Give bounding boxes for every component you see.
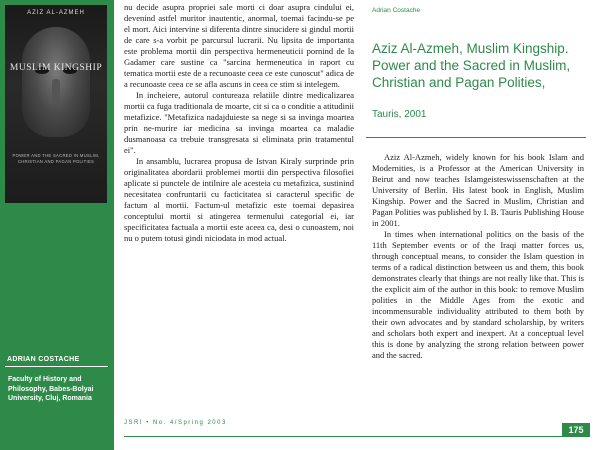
middle-column — [124, 2, 354, 244]
mask-image — [22, 27, 90, 137]
sidebar — [0, 0, 114, 450]
cover-title: MUSLIM KINGSHIP — [9, 63, 103, 73]
title-divider — [366, 137, 586, 138]
cover-author: AZIZ AL-AZMEH — [27, 10, 85, 16]
book-cover-image — [5, 5, 107, 203]
journal-footer: JSRI • No. 4/Spring 2003 — [124, 420, 227, 426]
running-header-author: Adrian Costache — [372, 7, 421, 14]
page-number: 175 — [562, 423, 590, 437]
review-paragraph-1: Aziz Al-Azmeh, widely known for his book Islam and Modernities, is a Professor at the American University in Beirut and now teaches Islamgeisteswissenschaften at the University of Berlin. His latest book in English, Muslim Kingship. Power and the Sacred in Muslim, Christian and Pagan Polities was published by I. B. Tauris Publishing House in 2001. — [372, 152, 584, 228]
sidebar-divider — [5, 366, 108, 367]
middle-paragraph-2: In incheiere, autorul contureaza relatiile dintre medicalizarea mortii ca fuga traditionala de moarte, cit si ca o conditie a atitudinii metafizice. "Metafizica nadajduieste sa nege si sa invinga moartea prin ne-murire iar medicina sa invinga moartea ca maladie dusmanoasa ca trebuie transgresata si eliminata prin tratamentul ei". — [124, 90, 354, 155]
review-body — [372, 152, 584, 361]
sidebar-author: ADRIAN COSTACHE — [7, 356, 80, 363]
footer-divider — [124, 436, 590, 437]
review-publisher: Tauris, 2001 — [372, 109, 427, 120]
cover-subtitle: POWER AND THE SACRED IN MUSLIM, CHRISTIAN AND PAGAN POLITIES — [12, 153, 100, 164]
middle-paragraph-1: nu decide asupra propriei sale morti ci doar asupra cindului ei, devenind astfel muritor inautentic, anormal, toemai facindu-se pe el mort. Aici intervine si diferenta dintre sinucidere si gindul mortii de care s-a vorbit pe parcursul lucrarii. Nu lipsita de importanta este problema mortii din perspectiva hermeneuticii pornind de la Gadamer care sustine ca "sarcina hermeneutica in raport cu tematica mortii este de a recunoaste ceea ce este cunoscut" adica de a recunoaste ceea ce se afla ascuns in ceea ce stim si intelegem. — [124, 2, 354, 89]
review-paragraph-2: In times when international politics on the basis of the 11th September events or of the Iraqi matter forces us, through conceptual means, to consider the Islam question in terms of a radical distinction between us and them, this book demonstrates clearly that things are not really like that. This is the explicit aim of the author in this book: to remove Muslim polities in the Middle Ages from the exotic and incommensurable individuality attributed to them both by their own advocates and by standard scholarship, by writers and scholars both expert and inexpert. At a conceptual level this is done by analyzing the strong relation between power and the sacred. — [372, 229, 584, 360]
author-affiliation: Faculty of History and Philosophy, Babes-Bolyai University, Cluj, Romania — [8, 376, 94, 402]
review-title: Aziz Al-Azmeh, Muslim Kingship. Power and the Sacred in Muslim, Christian and Pagan Polities, — [372, 41, 571, 90]
mask-nose — [52, 79, 60, 103]
middle-paragraph-3: In ansamblu, lucrarea propusa de Istvan Kiraly surprinde prin originalitatea abordarii problemei mortii din perspectiva filosofiei aplicate si punctele de intilnire ale acesteia cu metafizica, sustinind necesitatea confruntarii cu facticitatea si caracterul specific de factum al mortii. Factum-ul metafizic este toemai depasirea conceptului mortii si atingerea termenului categorial ei, iar specificitatea factuala a mortii este aceea ca, desi o cunoastem, noi nu o putem totusi gindi niciodata in mod actual. — [124, 156, 354, 243]
